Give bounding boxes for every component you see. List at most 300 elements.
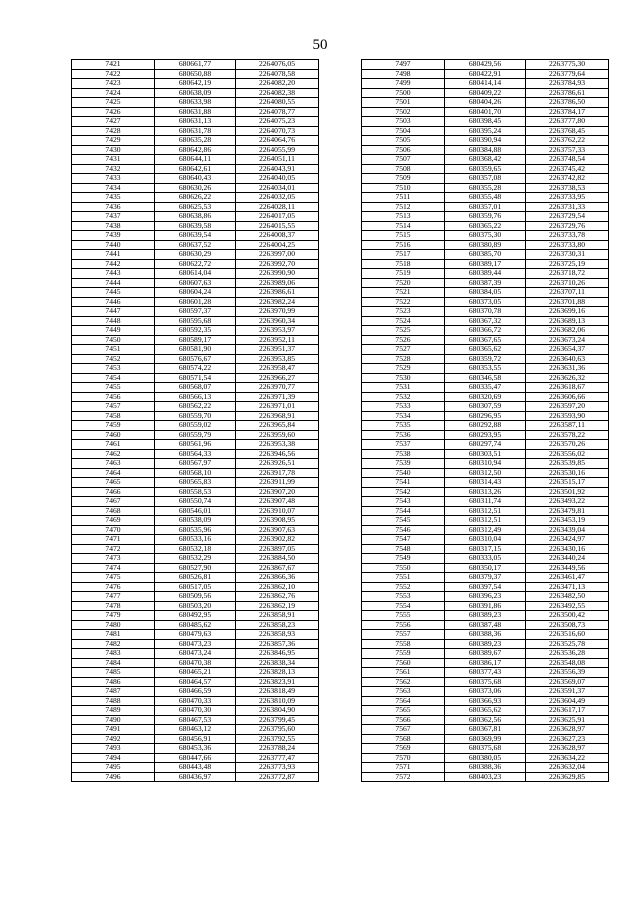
- y-coordinate-cell: 2263707,11: [526, 288, 609, 298]
- point-number-cell: 7516: [362, 240, 445, 250]
- point-number-cell: 7473: [72, 554, 155, 564]
- y-coordinate-cell: 2263699,16: [526, 307, 609, 317]
- table-row: [72, 601, 319, 611]
- y-coordinate-cell: 2263989,06: [236, 278, 319, 288]
- point-number-cell: 7454: [72, 373, 155, 383]
- y-coordinate-cell: 2263515,17: [526, 478, 609, 488]
- x-coordinate-cell: 680625,53: [155, 202, 236, 212]
- y-coordinate-cell: 2263786,61: [526, 88, 609, 98]
- table-row: [72, 307, 319, 317]
- y-coordinate-cell: 2264080,55: [236, 98, 319, 108]
- x-coordinate-cell: 680564,33: [155, 449, 236, 459]
- y-coordinate-cell: 2263631,36: [526, 364, 609, 374]
- x-coordinate-cell: 680566,13: [155, 392, 236, 402]
- table-row: [72, 164, 319, 174]
- table-row: [362, 630, 609, 640]
- table-row: [72, 98, 319, 108]
- table-row: [362, 592, 609, 602]
- point-number-cell: 7530: [362, 373, 445, 383]
- point-number-cell: 7464: [72, 468, 155, 478]
- point-number-cell: 7562: [362, 677, 445, 687]
- x-coordinate-cell: 680359,72: [445, 354, 526, 364]
- point-number-cell: 7572: [362, 772, 445, 782]
- x-coordinate-cell: 680467,53: [155, 715, 236, 725]
- point-number-cell: 7506: [362, 145, 445, 155]
- point-number-cell: 7531: [362, 383, 445, 393]
- x-coordinate-cell: 680568,10: [155, 468, 236, 478]
- table-row: [362, 601, 609, 611]
- x-coordinate-cell: 680607,63: [155, 278, 236, 288]
- table-row: [72, 582, 319, 592]
- point-number-cell: 7540: [362, 468, 445, 478]
- x-coordinate-cell: 680562,22: [155, 402, 236, 412]
- table-row: [72, 639, 319, 649]
- x-coordinate-cell: 680638,86: [155, 212, 236, 222]
- table-row: [362, 174, 609, 184]
- point-number-cell: 7513: [362, 212, 445, 222]
- point-number-cell: 7461: [72, 440, 155, 450]
- y-coordinate-cell: 2263997,00: [236, 250, 319, 260]
- table-row: [72, 715, 319, 725]
- point-number-cell: 7446: [72, 297, 155, 307]
- point-number-cell: 7462: [72, 449, 155, 459]
- table-row: [362, 468, 609, 478]
- point-number-cell: 7447: [72, 307, 155, 317]
- y-coordinate-cell: 2263745,42: [526, 164, 609, 174]
- point-number-cell: 7568: [362, 734, 445, 744]
- x-coordinate-cell: 680367,32: [445, 316, 526, 326]
- table-row: [72, 772, 319, 782]
- x-coordinate-cell: 680635,28: [155, 136, 236, 146]
- x-coordinate-cell: 680453,36: [155, 744, 236, 754]
- table-row: [72, 592, 319, 602]
- table-row: [72, 69, 319, 79]
- y-coordinate-cell: 2263530,16: [526, 468, 609, 478]
- point-number-cell: 7458: [72, 411, 155, 421]
- point-number-cell: 7490: [72, 715, 155, 725]
- table-row: [72, 297, 319, 307]
- table-row: [362, 288, 609, 298]
- y-coordinate-cell: 2263718,72: [526, 269, 609, 279]
- x-coordinate-cell: 680485,62: [155, 620, 236, 630]
- point-number-cell: 7487: [72, 687, 155, 697]
- table-row: [72, 383, 319, 393]
- y-coordinate-cell: 2263867,67: [236, 563, 319, 573]
- point-number-cell: 7493: [72, 744, 155, 754]
- x-coordinate-cell: 680359,76: [445, 212, 526, 222]
- table-row: [362, 430, 609, 440]
- x-coordinate-cell: 680375,68: [445, 744, 526, 754]
- point-number-cell: 7545: [362, 516, 445, 526]
- x-coordinate-cell: 680307,59: [445, 402, 526, 412]
- point-number-cell: 7527: [362, 345, 445, 355]
- point-number-cell: 7434: [72, 183, 155, 193]
- point-number-cell: 7569: [362, 744, 445, 754]
- point-number-cell: 7482: [72, 639, 155, 649]
- point-number-cell: 7470: [72, 525, 155, 535]
- y-coordinate-cell: 2263818,49: [236, 687, 319, 697]
- point-number-cell: 7549: [362, 554, 445, 564]
- table-row: [72, 288, 319, 298]
- table-row: [72, 668, 319, 678]
- x-coordinate-cell: 680353,55: [445, 364, 526, 374]
- x-coordinate-cell: 680389,23: [445, 611, 526, 621]
- x-coordinate-cell: 680597,37: [155, 307, 236, 317]
- y-coordinate-cell: 2263628,97: [526, 744, 609, 754]
- y-coordinate-cell: 2263858,93: [236, 630, 319, 640]
- point-number-cell: 7440: [72, 240, 155, 250]
- x-coordinate-cell: 680346,58: [445, 373, 526, 383]
- point-number-cell: 7564: [362, 696, 445, 706]
- x-coordinate-cell: 680296,95: [445, 411, 526, 421]
- y-coordinate-cell: 2263439,04: [526, 525, 609, 535]
- y-coordinate-cell: 2264082,38: [236, 88, 319, 98]
- y-coordinate-cell: 2263570,26: [526, 440, 609, 450]
- table-row: [72, 345, 319, 355]
- y-coordinate-cell: 2263730,31: [526, 250, 609, 260]
- x-coordinate-cell: 680589,17: [155, 335, 236, 345]
- y-coordinate-cell: 2263804,90: [236, 706, 319, 716]
- point-number-cell: 7428: [72, 126, 155, 136]
- x-coordinate-cell: 680473,23: [155, 639, 236, 649]
- x-coordinate-cell: 680456,91: [155, 734, 236, 744]
- x-coordinate-cell: 680447,66: [155, 753, 236, 763]
- x-coordinate-cell: 680422,91: [445, 69, 526, 79]
- y-coordinate-cell: 2263971,39: [236, 392, 319, 402]
- table-row: [72, 725, 319, 735]
- x-coordinate-cell: 680312,51: [445, 516, 526, 526]
- x-coordinate-cell: 680366,93: [445, 696, 526, 706]
- y-coordinate-cell: 2263701,88: [526, 297, 609, 307]
- point-number-cell: 7423: [72, 79, 155, 89]
- y-coordinate-cell: 2263970,77: [236, 383, 319, 393]
- y-coordinate-cell: 2264070,73: [236, 126, 319, 136]
- point-number-cell: 7519: [362, 269, 445, 279]
- y-coordinate-cell: 2263493,22: [526, 497, 609, 507]
- table-row: [72, 60, 319, 70]
- x-coordinate-cell: 680397,54: [445, 582, 526, 592]
- y-coordinate-cell: 2263799,45: [236, 715, 319, 725]
- x-coordinate-cell: 680532,29: [155, 554, 236, 564]
- table-row: [362, 411, 609, 421]
- point-number-cell: 7435: [72, 193, 155, 203]
- x-coordinate-cell: 680311,74: [445, 497, 526, 507]
- y-coordinate-cell: 2263689,13: [526, 316, 609, 326]
- table-row: [362, 487, 609, 497]
- table-row: [362, 88, 609, 98]
- table-row: [72, 763, 319, 773]
- y-coordinate-cell: 2263810,09: [236, 696, 319, 706]
- x-coordinate-cell: 680367,81: [445, 725, 526, 735]
- table-row: [362, 687, 609, 697]
- y-coordinate-cell: 2263710,26: [526, 278, 609, 288]
- table-row: [362, 620, 609, 630]
- point-number-cell: 7541: [362, 478, 445, 488]
- x-coordinate-cell: 680389,17: [445, 259, 526, 269]
- y-coordinate-cell: 2263823,91: [236, 677, 319, 687]
- point-number-cell: 7456: [72, 392, 155, 402]
- table-row: [72, 706, 319, 716]
- point-number-cell: 7439: [72, 231, 155, 241]
- point-number-cell: 7570: [362, 753, 445, 763]
- table-row: [72, 421, 319, 431]
- y-coordinate-cell: 2263618,67: [526, 383, 609, 393]
- point-number-cell: 7520: [362, 278, 445, 288]
- table-row: [72, 411, 319, 421]
- coordinates-table-right: [361, 59, 609, 782]
- y-coordinate-cell: 2263768,45: [526, 126, 609, 136]
- point-number-cell: 7556: [362, 620, 445, 630]
- y-coordinate-cell: 2263606,66: [526, 392, 609, 402]
- x-coordinate-cell: 680377,43: [445, 668, 526, 678]
- y-coordinate-cell: 2263866,36: [236, 573, 319, 583]
- table-row: [362, 544, 609, 554]
- point-number-cell: 7536: [362, 430, 445, 440]
- table-row: [72, 155, 319, 165]
- y-coordinate-cell: 2263627,23: [526, 734, 609, 744]
- table-row: [362, 164, 609, 174]
- point-number-cell: 7478: [72, 601, 155, 611]
- table-row: [362, 658, 609, 668]
- y-coordinate-cell: 2263733,80: [526, 240, 609, 250]
- x-coordinate-cell: 680642,19: [155, 79, 236, 89]
- x-coordinate-cell: 680626,22: [155, 193, 236, 203]
- x-coordinate-cell: 680630,26: [155, 183, 236, 193]
- point-number-cell: 7523: [362, 307, 445, 317]
- point-number-cell: 7489: [72, 706, 155, 716]
- x-coordinate-cell: 680559,79: [155, 430, 236, 440]
- table-row: [362, 449, 609, 459]
- y-coordinate-cell: 2263453,19: [526, 516, 609, 526]
- table-row: [72, 326, 319, 336]
- y-coordinate-cell: 2263516,60: [526, 630, 609, 640]
- table-row: [362, 677, 609, 687]
- point-number-cell: 7538: [362, 449, 445, 459]
- table-row: [72, 506, 319, 516]
- table-row: [362, 155, 609, 165]
- point-number-cell: 7518: [362, 259, 445, 269]
- y-coordinate-cell: 2263911,99: [236, 478, 319, 488]
- x-coordinate-cell: 680470,33: [155, 696, 236, 706]
- y-coordinate-cell: 2263968,91: [236, 411, 319, 421]
- y-coordinate-cell: 2263838,34: [236, 658, 319, 668]
- table-row: [72, 753, 319, 763]
- table-row: [72, 649, 319, 659]
- y-coordinate-cell: 2263846,95: [236, 649, 319, 659]
- point-number-cell: 7546: [362, 525, 445, 535]
- table-row: [362, 259, 609, 269]
- table-row: [72, 117, 319, 127]
- x-coordinate-cell: 680638,09: [155, 88, 236, 98]
- point-number-cell: 7468: [72, 506, 155, 516]
- table-row: [362, 269, 609, 279]
- table-row: [72, 430, 319, 440]
- point-number-cell: 7426: [72, 107, 155, 117]
- point-number-cell: 7539: [362, 459, 445, 469]
- point-number-cell: 7561: [362, 668, 445, 678]
- y-coordinate-cell: 2263591,37: [526, 687, 609, 697]
- y-coordinate-cell: 2263556,39: [526, 668, 609, 678]
- x-coordinate-cell: 680463,12: [155, 725, 236, 735]
- y-coordinate-cell: 2264055,99: [236, 145, 319, 155]
- x-coordinate-cell: 680303,51: [445, 449, 526, 459]
- point-number-cell: 7497: [362, 60, 445, 70]
- x-coordinate-cell: 680386,17: [445, 658, 526, 668]
- y-coordinate-cell: 2263786,50: [526, 98, 609, 108]
- point-number-cell: 7526: [362, 335, 445, 345]
- table-row: [362, 402, 609, 412]
- x-coordinate-cell: 680503,20: [155, 601, 236, 611]
- point-number-cell: 7501: [362, 98, 445, 108]
- y-coordinate-cell: 2263990,90: [236, 269, 319, 279]
- table-row: [362, 202, 609, 212]
- x-coordinate-cell: 680313,26: [445, 487, 526, 497]
- table-row: [72, 544, 319, 554]
- y-coordinate-cell: 2263910,07: [236, 506, 319, 516]
- x-coordinate-cell: 680661,77: [155, 60, 236, 70]
- table-row: [362, 117, 609, 127]
- point-number-cell: 7484: [72, 658, 155, 668]
- point-number-cell: 7448: [72, 316, 155, 326]
- y-coordinate-cell: 2264082,20: [236, 79, 319, 89]
- table-row: [72, 497, 319, 507]
- x-coordinate-cell: 680642,86: [155, 145, 236, 155]
- table-row: [72, 145, 319, 155]
- x-coordinate-cell: 680630,29: [155, 250, 236, 260]
- table-row: [362, 772, 609, 782]
- y-coordinate-cell: 2263548,08: [526, 658, 609, 668]
- x-coordinate-cell: 680401,70: [445, 107, 526, 117]
- point-number-cell: 7509: [362, 174, 445, 184]
- table-row: [362, 440, 609, 450]
- table-row: [72, 734, 319, 744]
- table-row: [72, 193, 319, 203]
- x-coordinate-cell: 680388,36: [445, 763, 526, 773]
- table-row: [362, 525, 609, 535]
- table-row: [362, 240, 609, 250]
- x-coordinate-cell: 680637,52: [155, 240, 236, 250]
- y-coordinate-cell: 2263682,06: [526, 326, 609, 336]
- x-coordinate-cell: 680640,43: [155, 174, 236, 184]
- y-coordinate-cell: 2263902,82: [236, 535, 319, 545]
- table-row: [362, 136, 609, 146]
- table-row: [362, 278, 609, 288]
- table-row: [72, 364, 319, 374]
- x-coordinate-cell: 680293,95: [445, 430, 526, 440]
- y-coordinate-cell: 2264017,05: [236, 212, 319, 222]
- y-coordinate-cell: 2263951,37: [236, 345, 319, 355]
- y-coordinate-cell: 2263946,56: [236, 449, 319, 459]
- y-coordinate-cell: 2263500,42: [526, 611, 609, 621]
- x-coordinate-cell: 680526,81: [155, 573, 236, 583]
- point-number-cell: 7565: [362, 706, 445, 716]
- point-number-cell: 7508: [362, 164, 445, 174]
- point-number-cell: 7450: [72, 335, 155, 345]
- x-coordinate-cell: 680538,09: [155, 516, 236, 526]
- y-coordinate-cell: 2263862,76: [236, 592, 319, 602]
- y-coordinate-cell: 2263525,78: [526, 639, 609, 649]
- table-row: [362, 734, 609, 744]
- point-number-cell: 7472: [72, 544, 155, 554]
- point-number-cell: 7514: [362, 221, 445, 231]
- point-number-cell: 7445: [72, 288, 155, 298]
- x-coordinate-cell: 680650,88: [155, 69, 236, 79]
- x-coordinate-cell: 680391,86: [445, 601, 526, 611]
- point-number-cell: 7443: [72, 269, 155, 279]
- table-row: [362, 212, 609, 222]
- table-row: [362, 649, 609, 659]
- y-coordinate-cell: 2263604,49: [526, 696, 609, 706]
- point-number-cell: 7483: [72, 649, 155, 659]
- y-coordinate-cell: 2263471,13: [526, 582, 609, 592]
- point-number-cell: 7475: [72, 573, 155, 583]
- table-row: [72, 630, 319, 640]
- y-coordinate-cell: 2263970,99: [236, 307, 319, 317]
- table-row: [362, 126, 609, 136]
- table-row: [362, 696, 609, 706]
- point-number-cell: 7481: [72, 630, 155, 640]
- table-row: [362, 554, 609, 564]
- y-coordinate-cell: 2264078,58: [236, 69, 319, 79]
- point-number-cell: 7571: [362, 763, 445, 773]
- table-row: [362, 221, 609, 231]
- point-number-cell: 7432: [72, 164, 155, 174]
- x-coordinate-cell: 680375,30: [445, 231, 526, 241]
- y-coordinate-cell: 2263907,48: [236, 497, 319, 507]
- x-coordinate-cell: 680389,44: [445, 269, 526, 279]
- table-row: [72, 316, 319, 326]
- table-row: [362, 753, 609, 763]
- x-coordinate-cell: 680403,23: [445, 772, 526, 782]
- y-coordinate-cell: 2263795,60: [236, 725, 319, 735]
- table-row: [72, 744, 319, 754]
- table-row: [362, 316, 609, 326]
- y-coordinate-cell: 2264028,11: [236, 202, 319, 212]
- y-coordinate-cell: 2263733,78: [526, 231, 609, 241]
- x-coordinate-cell: 680387,48: [445, 620, 526, 630]
- y-coordinate-cell: 2263733,95: [526, 193, 609, 203]
- x-coordinate-cell: 680373,06: [445, 687, 526, 697]
- point-number-cell: 7477: [72, 592, 155, 602]
- point-number-cell: 7522: [362, 297, 445, 307]
- x-coordinate-cell: 680558,53: [155, 487, 236, 497]
- x-coordinate-cell: 680535,96: [155, 525, 236, 535]
- point-number-cell: 7433: [72, 174, 155, 184]
- y-coordinate-cell: 2263640,63: [526, 354, 609, 364]
- table-row: [362, 364, 609, 374]
- table-row: [362, 250, 609, 260]
- x-coordinate-cell: 680614,04: [155, 269, 236, 279]
- point-number-cell: 7469: [72, 516, 155, 526]
- point-number-cell: 7507: [362, 155, 445, 165]
- y-coordinate-cell: 2263731,33: [526, 202, 609, 212]
- table-row: [362, 582, 609, 592]
- y-coordinate-cell: 2263440,24: [526, 554, 609, 564]
- table-row: [362, 345, 609, 355]
- x-coordinate-cell: 680310,94: [445, 459, 526, 469]
- x-coordinate-cell: 680622,72: [155, 259, 236, 269]
- point-number-cell: 7502: [362, 107, 445, 117]
- y-coordinate-cell: 2263725,19: [526, 259, 609, 269]
- y-coordinate-cell: 2263952,11: [236, 335, 319, 345]
- point-number-cell: 7498: [362, 69, 445, 79]
- table-row: [362, 98, 609, 108]
- table-row: [362, 668, 609, 678]
- point-number-cell: 7451: [72, 345, 155, 355]
- y-coordinate-cell: 2263629,85: [526, 772, 609, 782]
- table-row: [72, 677, 319, 687]
- x-coordinate-cell: 680631,88: [155, 107, 236, 117]
